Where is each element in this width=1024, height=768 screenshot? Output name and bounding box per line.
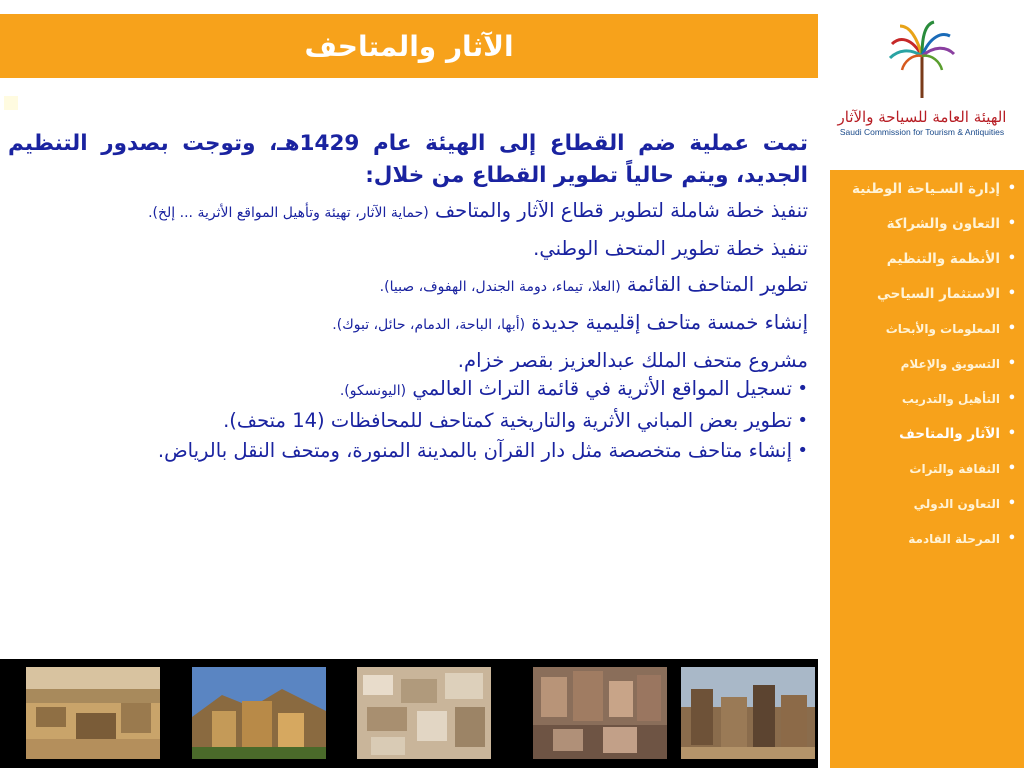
photo-strip — [0, 659, 818, 768]
old-town-aerial-photo — [357, 667, 491, 759]
logo-arabic-name: الهيئة العامة للسياحة والآثار — [837, 108, 1007, 126]
page-title: الآثار والمتاحف — [304, 29, 514, 63]
sidebar-item-label: التعاون الدولي — [913, 497, 1000, 511]
sidebar-item-next-phase[interactable] — [836, 530, 1018, 548]
item-existing-museums — [8, 272, 808, 300]
item-sub-text: (أبها، الباحة، الدمام، حائل، تبوك). — [332, 317, 526, 333]
item-main-text: تطوير المتاحف القائمة — [626, 273, 808, 296]
bullet-sub-text: (اليونسكو). — [339, 383, 407, 399]
mountain-village-photo — [192, 667, 326, 759]
bullet-specialized-museums — [8, 436, 808, 466]
stone-houses-photo — [533, 667, 667, 759]
bullet-sub-text: (14 متحف). — [223, 409, 325, 432]
sidebar-item-label: المعلومات والأبحاث — [885, 322, 1000, 336]
sidebar-item-tourism-management[interactable] — [836, 180, 1018, 198]
decorative-square — [4, 96, 18, 110]
desert-ruins-photo — [26, 667, 160, 759]
sidebar-item-label: التسويق والإعلام — [900, 357, 1000, 371]
sidebar-item-antiquities-museums[interactable] — [836, 425, 1018, 443]
item-main-text: تنفيذ خطة تطوير المتحف الوطني. — [533, 237, 808, 260]
item-plan-comprehensive — [8, 198, 808, 226]
item-regional-museums — [8, 310, 808, 338]
bullet-main-text: إنشاء متاحف متخصصة مثل دار القرآن بالمدينة المنورة، ومتحف النقل بالرياض. — [157, 439, 792, 462]
sidebar-menu — [830, 170, 1024, 768]
palm-logo-icon — [882, 18, 962, 104]
bullet-main-text: تسجيل المواقع الأثرية في قائمة التراث العالمي — [412, 377, 792, 400]
bullet-main-text: تطوير بعض المباني الأثرية والتاريخية كمتاحف للمحافظات — [330, 409, 792, 432]
lead-paragraph: تمت عملية ضم القطاع إلى الهيئة عام 1429هـ، وتوجت بصدور التنظيم الجديد، ويتم حالياً تطوير القطاع من خلال: — [8, 131, 809, 188]
sidebar-item-label: التأهيل والتدريب — [901, 392, 1000, 406]
sidebar-item-label: الاستثمار السياحي — [877, 286, 1000, 302]
sidebar-item-label: المرحلة القادمة — [908, 532, 1000, 546]
sidebar-item-cooperation[interactable] — [836, 215, 1018, 233]
sidebar-item-label: الثقافة والتراث — [909, 462, 1000, 476]
sidebar-item-culture-heritage[interactable] — [836, 460, 1018, 478]
sidebar-item-label: الآثار والمتاحف — [899, 426, 1000, 442]
sidebar-item-investment[interactable] — [836, 285, 1018, 303]
logo — [820, 18, 1024, 168]
item-king-abdulaziz-museum — [8, 348, 808, 374]
sidebar-item-research[interactable] — [836, 320, 1018, 338]
main-content — [8, 128, 808, 466]
bullet-unesco — [8, 374, 808, 406]
title-bar — [0, 14, 818, 78]
mud-towers-photo — [681, 667, 815, 759]
item-sub-text: (العلا، تيماء، دومة الجندل، الهفوف، صبيا). — [379, 279, 621, 295]
sidebar-item-label: إدارة السـياحة الوطنية — [852, 181, 1000, 197]
sidebar-item-label: التعاون والشراكة — [886, 216, 1000, 232]
item-main-text: تنفيذ خطة شاملة لتطوير قطاع الآثار والمتاحف — [434, 199, 808, 222]
bullet-heritage-buildings — [8, 406, 808, 436]
sidebar-item-marketing[interactable] — [836, 355, 1018, 373]
item-national-museum — [8, 236, 808, 262]
sidebar-item-training[interactable] — [836, 390, 1018, 408]
sidebar-item-regulations[interactable] — [836, 250, 1018, 268]
sidebar-item-label: الأنظمة والتنظيم — [886, 251, 1000, 267]
sidebar-item-international[interactable] — [836, 495, 1018, 513]
item-sub-text: (حماية الآثار، تهيئة وتأهيل المواقع الأثرية ... إلخ). — [148, 205, 429, 221]
logo-english-name: Saudi Commission for Tourism & Antiquities — [839, 127, 1005, 137]
item-main-text: إنشاء خمسة متاحف إقليمية جديدة — [531, 311, 808, 334]
item-main-text: مشروع متحف الملك عبدالعزيز بقصر خزام. — [457, 349, 808, 372]
